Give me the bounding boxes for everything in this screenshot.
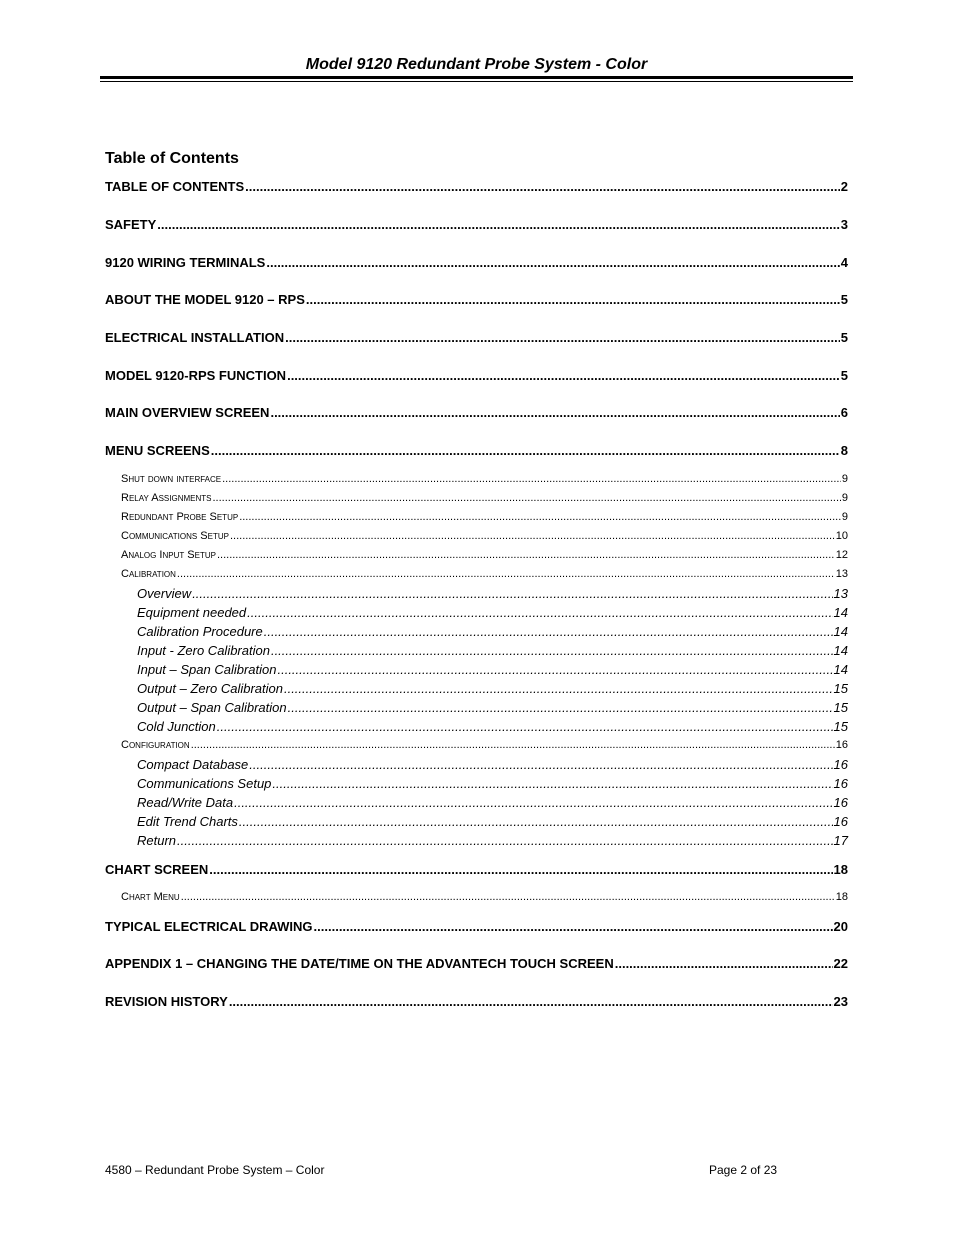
toc-entry-label: Communications Setup <box>121 530 229 542</box>
toc-entry-page: 16 <box>833 776 848 791</box>
toc-entry-page: 4 <box>840 255 848 270</box>
toc-entry[interactable] <box>105 330 848 345</box>
toc-entry-page: 12 <box>835 549 848 561</box>
dot-leader <box>266 255 839 270</box>
toc-subentry[interactable] <box>121 530 848 542</box>
dot-leader <box>177 568 835 580</box>
toc-entry-label: Input - Zero Calibration <box>137 643 270 658</box>
dot-leader <box>314 919 833 934</box>
toc-entry-page: 10 <box>835 530 848 542</box>
dot-leader <box>288 700 833 715</box>
toc-entry-page: 14 <box>833 662 848 677</box>
toc-entry-label: MENU SCREENS <box>105 443 210 458</box>
toc-entry-page: 3 <box>840 217 848 232</box>
toc-subentry[interactable] <box>121 473 848 485</box>
toc-entry[interactable] <box>105 994 848 1009</box>
toc-entry-label: Calibration <box>121 568 176 580</box>
toc-entry-label: Redundant Probe Setup <box>121 511 239 523</box>
toc-entry-page: 16 <box>833 795 848 810</box>
dot-leader <box>239 511 841 523</box>
toc-entry-page: 6 <box>840 405 848 420</box>
toc-subsubentry[interactable] <box>137 605 848 620</box>
toc-entry-label: Configuration <box>121 739 190 751</box>
dot-leader <box>157 217 839 232</box>
dot-leader <box>234 795 832 810</box>
toc-entry-page: 8 <box>840 443 848 458</box>
dot-leader <box>264 624 833 639</box>
dot-leader <box>217 719 833 734</box>
document-header-title: Model 9120 Redundant Probe System - Color <box>305 56 648 73</box>
header-rule-thick <box>100 76 853 79</box>
dot-leader <box>277 662 832 677</box>
toc-subsubentry[interactable] <box>137 700 848 715</box>
dot-leader <box>271 643 833 658</box>
toc-entry[interactable] <box>105 217 848 232</box>
footer-page-number: Page 2 of 23 <box>709 1163 778 1177</box>
footer-document-id: 4580 – Redundant Probe System – Color <box>105 1163 325 1177</box>
toc-entry-page: 13 <box>833 586 848 601</box>
toc-entry-page: 14 <box>833 624 848 639</box>
toc-entry[interactable] <box>105 443 848 458</box>
toc-entry-label: TABLE OF CONTENTS <box>105 179 245 194</box>
toc-entry-label: Input – Span Calibration <box>137 662 277 677</box>
toc-entry-label: Cold Junction <box>137 719 216 734</box>
toc-entry-label: Overview <box>137 586 192 601</box>
toc-entry-label: CHART SCREEN <box>105 862 209 877</box>
toc-subsubentry[interactable] <box>137 757 848 772</box>
dot-leader <box>270 405 839 420</box>
toc-entry-label: REVISION HISTORY <box>105 994 228 1009</box>
toc-entry-label: SAFETY <box>105 217 157 232</box>
toc-subsubentry[interactable] <box>137 624 848 639</box>
dot-leader <box>222 473 841 485</box>
toc-entry-label: Return <box>137 833 177 848</box>
toc-entry-label: MODEL 9120-RPS FUNCTION <box>105 368 287 383</box>
dot-leader <box>177 833 833 848</box>
toc-entry-page: 15 <box>833 700 848 715</box>
toc-subsubentry[interactable] <box>137 681 848 696</box>
toc-entry-label: Output – Span Calibration <box>137 700 287 715</box>
toc-subsubentry[interactable] <box>137 833 848 848</box>
toc-subentry[interactable] <box>121 549 848 561</box>
toc-entry-page: 22 <box>833 956 848 971</box>
dot-leader <box>229 994 833 1009</box>
dot-leader <box>209 862 832 877</box>
toc-entry-page: 14 <box>833 643 848 658</box>
toc-entry[interactable] <box>105 368 848 383</box>
toc-entry-page: 18 <box>833 862 848 877</box>
toc-entry-page: 5 <box>840 292 848 307</box>
toc-entry-label: Relay Assignments <box>121 492 212 504</box>
toc-entry-label: 9120 WIRING TERMINALS <box>105 255 266 270</box>
toc-entry[interactable] <box>105 919 848 934</box>
dot-leader <box>192 586 832 601</box>
toc-subentry[interactable] <box>121 492 848 504</box>
toc-subsubentry[interactable] <box>137 643 848 658</box>
dot-leader <box>287 368 840 383</box>
toc-entry-label: Read/Write Data <box>137 795 234 810</box>
dot-leader <box>272 776 832 791</box>
toc-subsubentry[interactable] <box>137 719 848 734</box>
toc-entry-label: Calibration Procedure <box>137 624 263 639</box>
toc-entry-label: Edit Trend Charts <box>137 814 238 829</box>
toc-entry-page: 2 <box>840 179 848 194</box>
toc-entry-label: ABOUT THE MODEL 9120 – RPS <box>105 292 305 307</box>
toc-entry-page: 13 <box>835 568 848 580</box>
toc-entry-label: ELECTRICAL INSTALLATION <box>105 330 285 345</box>
toc-subsubentry[interactable] <box>137 814 848 829</box>
toc-entry-page: 14 <box>833 605 848 620</box>
toc-entry-label: APPENDIX 1 – CHANGING THE DATE/TIME ON THE ADVANTECH TOUCH SCREEN <box>105 956 614 971</box>
toc-entry-page: 16 <box>833 814 848 829</box>
toc-subsubentry[interactable] <box>137 776 848 791</box>
toc-entry-page: 9 <box>841 511 848 523</box>
dot-leader <box>191 739 835 751</box>
toc-entry-label: Equipment needed <box>137 605 247 620</box>
toc-entry-label: TYPICAL ELECTRICAL DRAWING <box>105 919 313 934</box>
dot-leader <box>211 443 840 458</box>
toc-entry-page: 5 <box>840 368 848 383</box>
toc-entry[interactable] <box>105 292 848 307</box>
toc-entry-page: 20 <box>833 919 848 934</box>
toc-subentry[interactable] <box>121 891 848 903</box>
toc-entry-page: 15 <box>833 719 848 734</box>
dot-leader <box>247 605 832 620</box>
toc-entry[interactable] <box>105 255 848 270</box>
toc-entry-page: 23 <box>833 994 848 1009</box>
toc-subsubentry[interactable] <box>137 795 848 810</box>
toc-entry[interactable] <box>105 956 848 971</box>
toc-subsubentry[interactable] <box>137 586 848 601</box>
dot-leader <box>181 891 835 903</box>
toc-heading: Table of Contents <box>105 150 239 167</box>
toc-entry-page: 5 <box>840 330 848 345</box>
toc-entry[interactable] <box>105 862 848 877</box>
toc-entry-page: 15 <box>833 681 848 696</box>
toc-entry-label: Analog Input Setup <box>121 549 216 561</box>
toc-entry[interactable] <box>105 405 848 420</box>
toc-entry-page: 9 <box>841 473 848 485</box>
toc-entry-label: Shut down interface <box>121 473 222 485</box>
dot-leader <box>249 757 832 772</box>
toc-entry-page: 16 <box>835 739 848 751</box>
toc-subsubentry[interactable] <box>137 662 848 677</box>
dot-leader <box>217 549 835 561</box>
toc-entry-label: Chart Menu <box>121 891 180 903</box>
dot-leader <box>615 956 833 971</box>
dot-leader <box>239 814 833 829</box>
toc-subentry[interactable] <box>121 739 848 751</box>
toc-entry-page: 17 <box>833 833 848 848</box>
toc-entry-label: Compact Database <box>137 757 249 772</box>
toc-entry-page: 18 <box>835 891 848 903</box>
toc-entry-label: MAIN OVERVIEW SCREEN <box>105 405 270 420</box>
toc-entry-label: Communications Setup <box>137 776 272 791</box>
dot-leader <box>285 330 840 345</box>
dot-leader <box>213 492 841 504</box>
toc-entry-label: Output – Zero Calibration <box>137 681 283 696</box>
toc-subentry[interactable] <box>121 568 848 580</box>
dot-leader <box>230 530 835 542</box>
dot-leader <box>245 179 840 194</box>
header-rule-thin <box>100 81 853 82</box>
toc-entry-page: 16 <box>833 757 848 772</box>
dot-leader <box>284 681 833 696</box>
toc-subentry[interactable] <box>121 511 848 523</box>
toc-entry[interactable] <box>105 179 848 194</box>
dot-leader <box>306 292 840 307</box>
toc-entry-page: 9 <box>841 492 848 504</box>
